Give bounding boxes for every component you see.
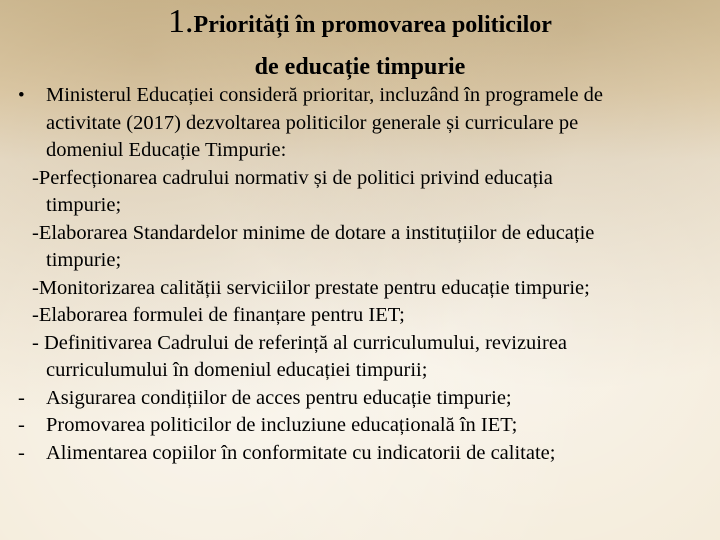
dash-item-text: Promovarea politicilor de incluziune educațională în IET; [46,414,518,436]
title-line-2: de educație timpurie [254,54,466,80]
slide-title [0,0,720,90]
list-item-5-line-2 [0,357,720,385]
list-item-text: - Definitivarea Cadrului de referință al curriculumului, revizuirea [32,331,568,354]
title-number: 1. [168,3,194,40]
dash-marker: - [18,386,25,409]
dash-item-1 [0,385,720,413]
list-item-text: curriculumului în domeniul educației timpurii; [46,359,428,381]
intro-text-1: Ministerul Educației consideră prioritar, incluzând în programele de [46,84,604,106]
title-line-1 [0,2,720,45]
intro-line-1 [0,82,720,110]
dash-item-3 [0,440,720,468]
list-item-text: -Elaborarea formulei de finanțare pentru IET; [32,304,405,326]
list-item-3 [0,275,720,303]
intro-line-3 [0,137,720,165]
intro-text-2: activitate (2017) dezvoltarea politicilor generale și curriculare pe [46,111,579,134]
list-item-text: -Monitorizarea calității serviciilor prestate pentru educație timpurie; [32,276,590,299]
bullet-icon: • [18,85,25,106]
list-item-5-line-1 [0,330,720,358]
list-item-text: -Perfecționarea cadrului normativ și de politici privind educația [32,166,553,189]
dash-item-text: Alimentarea copiilor în conformitate cu indicatorii de calitate; [46,441,556,464]
list-item-text: timpurie; [46,194,122,216]
list-item-4 [0,302,720,330]
list-item-1-line-2 [0,192,720,220]
list-item-2-line-1 [0,220,720,248]
list-item-text: -Elaborarea Standardelor minime de dotare a instituțiilor de educație [32,221,595,244]
dash-item-2 [0,412,720,440]
intro-text-3: domeniul Educație Timpurie: [46,139,287,161]
list-item-1-line-1 [0,165,720,193]
title-text-1: Priorități în promovarea politicilor [193,12,552,38]
dash-item-text: Asigurarea condițiilor de acces pentru educație timpurie; [46,386,512,409]
list-item-2-line-2 [0,247,720,275]
intro-line-2 [0,110,720,138]
dash-marker: - [18,414,25,436]
list-item-text: timpurie; [46,249,122,271]
slide-body [0,82,720,467]
dash-marker: - [18,441,25,464]
